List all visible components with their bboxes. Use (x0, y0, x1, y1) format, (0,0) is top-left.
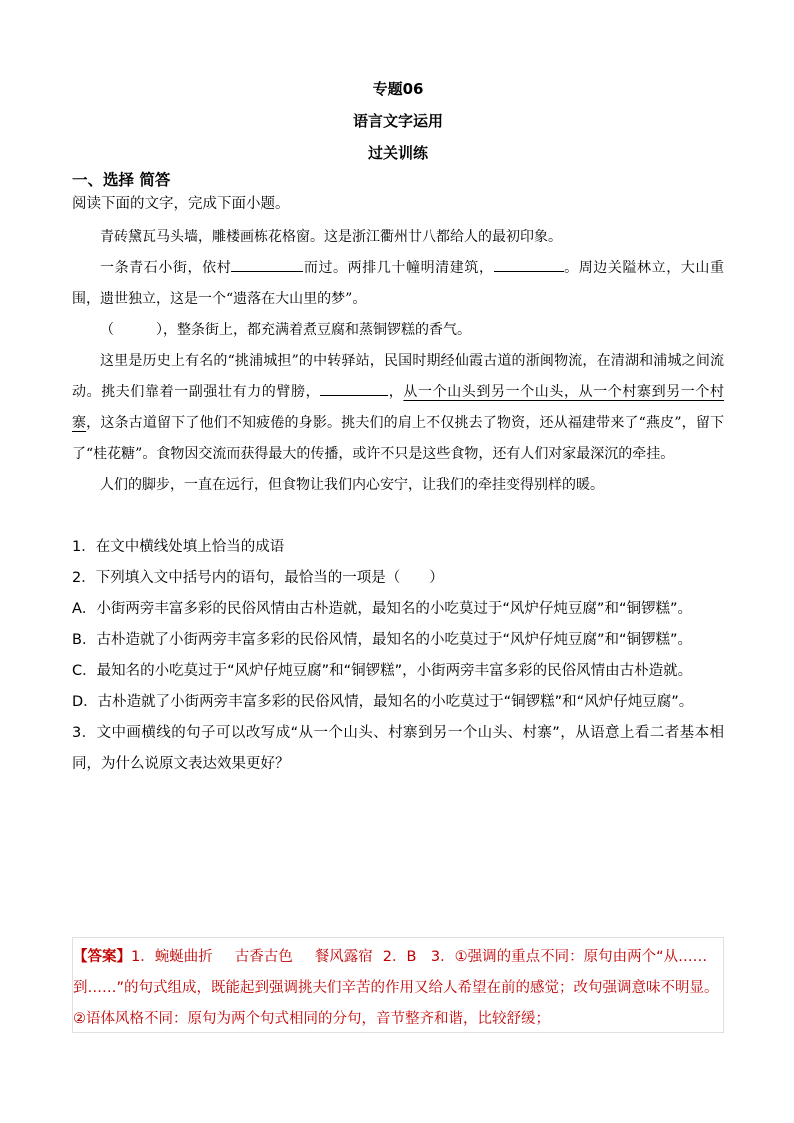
passage-paragraph-5: 人们的脚步，一直在远行，但食物让我们内心安宁，让我们的牵挂变得别样的暖。 (100, 477, 604, 493)
text-span: 而过。两排几十幢明清建筑， (303, 260, 494, 276)
fill-blank-2 (494, 257, 564, 272)
question-3: 3．文中画横线的句子可以改写成“从一个山头、村寨到另一个山头、村寨”，从语意上看二者基本相同，为什么说原文表达效果更好？ (72, 725, 724, 772)
subtitle: 过关训练 (367, 144, 428, 162)
option-a: A．小街两旁丰富多彩的民俗风情由古朴造就，最知名的小吃莫过于“风炉仔炖豆腐”和“铜锣糕”。 (72, 601, 692, 617)
topic-number: 专题06 (372, 80, 424, 98)
underlined-sentence: 从一个山头到另一个山头，从一个村寨到另一个村寨 (72, 384, 725, 431)
passage-paragraph-2 (72, 253, 724, 315)
passage-paragraph-1: 青砖黛瓦马头墙，雕楼画栋花格窗。这是浙江衢州廿八都给人的最初印象。 (100, 229, 562, 245)
passage-paragraph-3 (72, 315, 724, 346)
questions (72, 532, 724, 780)
answer-1b: 古香古色 (234, 949, 293, 965)
answer-1a: 1．蜿蜒曲折 (131, 949, 213, 965)
option-b: B．古朴造就了小街两旁丰富多彩的民俗风情，最知名的小吃莫过于“风炉仔炖豆腐”和“铜锣糕”。 (72, 632, 692, 648)
answer-rest: 2．B 3．①强调的重点不同：原句由两个“从……到……”的句式组成，既能起到强调挑夫们辛苦的作用又给人希望在前的感觉；改句强调意味不明显。②语体风格不同：原句为两个句式相同的分句，音节整齐和谐，比较舒缓； (73, 949, 719, 1027)
text-span: ），整条街上，都充满着煮豆腐和蒸铜锣糕的香气。 (156, 322, 471, 338)
question-2: 2．下列填入文中括号内的语句，最恰当的一项是（ ） (72, 570, 444, 586)
intro-instruction: 阅读下面的文字，完成下面小题。 (72, 196, 290, 212)
answer-1c: 餐风露宿 (314, 949, 373, 965)
question-1: 1．在文中横线处填上恰当的成语 (72, 539, 285, 555)
fill-blank-1 (231, 257, 303, 272)
text-span: 。周边关隘林立，大山重围，遗世独立，这是一个“遗落在大山里的梦”。 (72, 260, 725, 307)
option-c: C．最知名的小吃莫过于“风炉仔炖豆腐”和“铜锣糕”，小街两旁丰富多彩的民俗风情由古朴造就。 (72, 663, 693, 679)
section-title: 一、选择 简答 (72, 171, 171, 189)
text-span: 一条青石小街，依村 (100, 260, 232, 276)
answer-tag: 【答案】 (73, 949, 131, 965)
text-span: 这里是历史上有名的“挑浦城担”的中转驿站，民国时期经仙霞古道的浙闽物流，在清湖和浦城之间流动。挑夫们靠着一副强壮有力的臂膀， (72, 353, 724, 400)
option-d: D．古朴造就了小街两旁丰富多彩的民俗风情，最知名的小吃莫过于“铜锣糕”和“风炉仔炖豆腐”。 (72, 694, 694, 710)
fill-blank-3 (320, 381, 388, 396)
subject-title: 语言文字运用 (352, 112, 443, 130)
answer-box (72, 937, 724, 1033)
text-span: ，这条古道留下了他们不知疲倦的身影。挑夫们的肩上不仅挑去了物资，还从福建带来了“燕皮”，留下了“桂花糖”。食物因交流而获得最大的传播，或许不只是这些食物，还有人们对家最深沉的牵挂。 (72, 415, 725, 462)
reading-passage (72, 222, 724, 501)
text-span: （ (100, 322, 114, 338)
passage-paragraph-4 (72, 346, 724, 470)
text-span: ， (388, 384, 404, 400)
